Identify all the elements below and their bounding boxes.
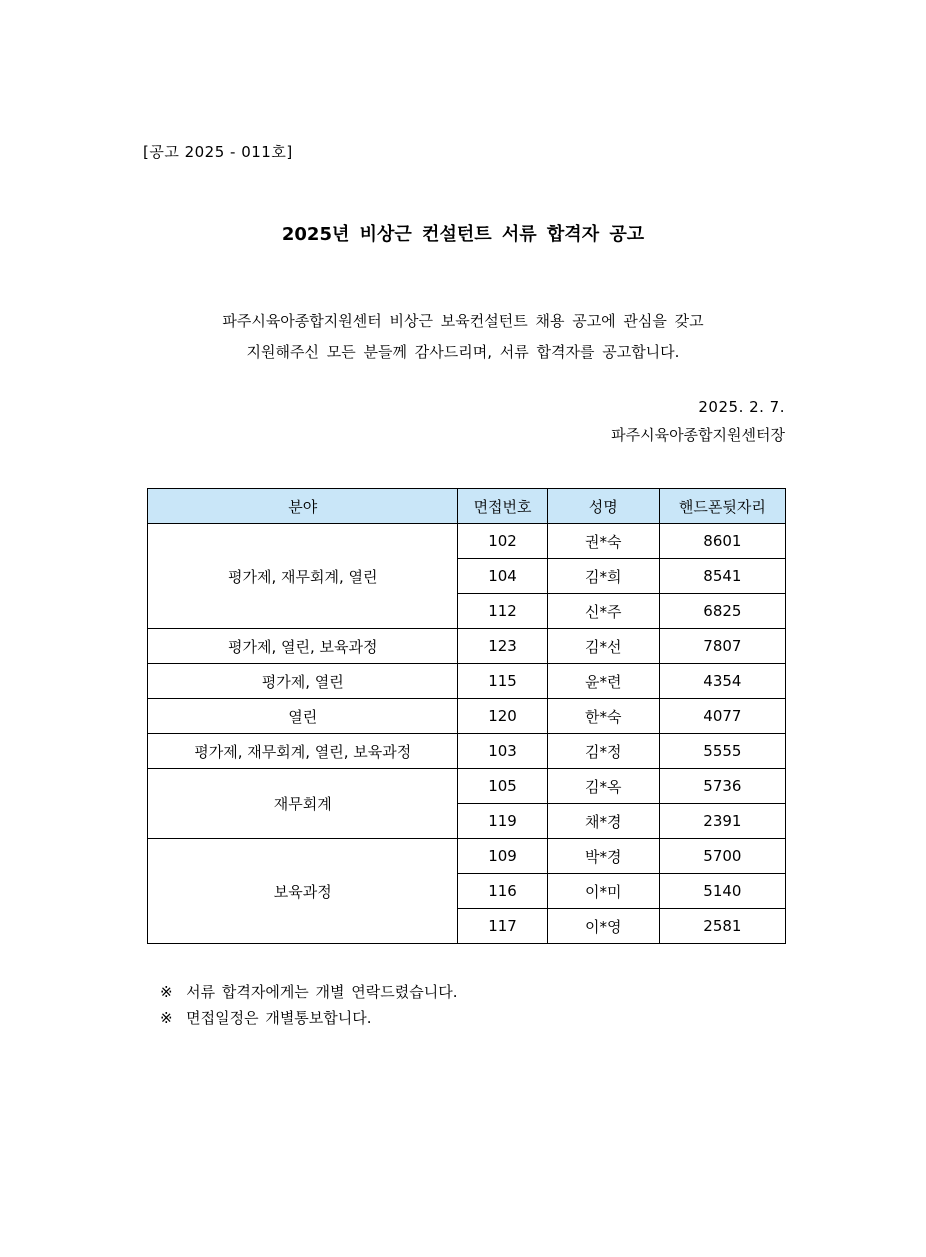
note-interview-schedule: ※ 면접일정은 개별통보합니다. — [160, 1009, 372, 1027]
intro-line-1: 파주시육아종합지원센터 비상근 보육컨설턴트 채용 공고에 관심을 갖고 — [222, 312, 704, 330]
interview-number-cell: 112 — [458, 594, 547, 629]
intro-line-2: 지원해주신 모든 분들께 감사드리며, 서류 합격자를 공고합니다. — [246, 343, 680, 361]
phone-cell: 8541 — [659, 559, 785, 594]
page-title: 2025년 비상근 컨설턴트 서류 합격자 공고 — [281, 224, 645, 245]
table-row — [148, 769, 786, 804]
issuer-name: 파주시육아종합지원센터장 — [611, 426, 785, 444]
phone-cell: 5555 — [659, 734, 785, 769]
field-cell: 평가제, 열린 — [148, 664, 458, 699]
notice-number: [공고 2025 - 011호] — [143, 143, 293, 161]
phone-cell: 4354 — [659, 664, 785, 699]
interview-number-cell: 104 — [458, 559, 547, 594]
interview-number-cell: 102 — [458, 524, 547, 559]
name-cell: 이*영 — [547, 909, 659, 944]
phone-cell: 8601 — [659, 524, 785, 559]
header-name: 성명 — [547, 489, 659, 524]
interview-number-cell: 103 — [458, 734, 547, 769]
header-field: 분야 — [148, 489, 458, 524]
interview-number-cell: 117 — [458, 909, 547, 944]
name-cell: 권*숙 — [547, 524, 659, 559]
phone-cell: 4077 — [659, 699, 785, 734]
interview-number-cell: 120 — [458, 699, 547, 734]
header-interview-number: 면접번호 — [458, 489, 547, 524]
field-cell: 평가제, 열린, 보육과정 — [148, 629, 458, 664]
notice-date: 2025. 2. 7. — [698, 398, 785, 416]
interview-number-cell: 116 — [458, 874, 547, 909]
phone-cell: 2581 — [659, 909, 785, 944]
field-cell: 평가제, 재무회계, 열린, 보육과정 — [148, 734, 458, 769]
phone-cell: 2391 — [659, 804, 785, 839]
name-cell: 한*숙 — [547, 699, 659, 734]
phone-cell: 7807 — [659, 629, 785, 664]
interview-number-cell: 109 — [458, 839, 547, 874]
phone-cell: 6825 — [659, 594, 785, 629]
note-contacted: ※ 서류 합격자에게는 개별 연락드렸습니다. — [160, 983, 458, 1001]
name-cell: 이*미 — [547, 874, 659, 909]
table-row — [148, 699, 786, 734]
interview-number-cell: 119 — [458, 804, 547, 839]
table-row — [148, 664, 786, 699]
table-row — [148, 839, 786, 874]
table-row — [148, 629, 786, 664]
phone-cell: 5140 — [659, 874, 785, 909]
name-cell: 박*경 — [547, 839, 659, 874]
header-phone-digits: 핸드폰뒷자리 — [659, 489, 785, 524]
interview-number-cell: 123 — [458, 629, 547, 664]
name-cell: 채*경 — [547, 804, 659, 839]
results-table — [147, 488, 786, 944]
field-cell: 열린 — [148, 699, 458, 734]
phone-cell: 5736 — [659, 769, 785, 804]
table-header-row — [148, 489, 786, 524]
name-cell: 김*옥 — [547, 769, 659, 804]
name-cell: 신*주 — [547, 594, 659, 629]
table-row — [148, 734, 786, 769]
field-cell: 재무회계 — [148, 769, 458, 839]
name-cell: 김*선 — [547, 629, 659, 664]
field-cell: 평가제, 재무회계, 열린 — [148, 524, 458, 629]
interview-number-cell: 105 — [458, 769, 547, 804]
name-cell: 김*희 — [547, 559, 659, 594]
name-cell: 윤*련 — [547, 664, 659, 699]
interview-number-cell: 115 — [458, 664, 547, 699]
field-cell: 보육과정 — [148, 839, 458, 944]
table-row — [148, 524, 786, 559]
phone-cell: 5700 — [659, 839, 785, 874]
name-cell: 김*정 — [547, 734, 659, 769]
